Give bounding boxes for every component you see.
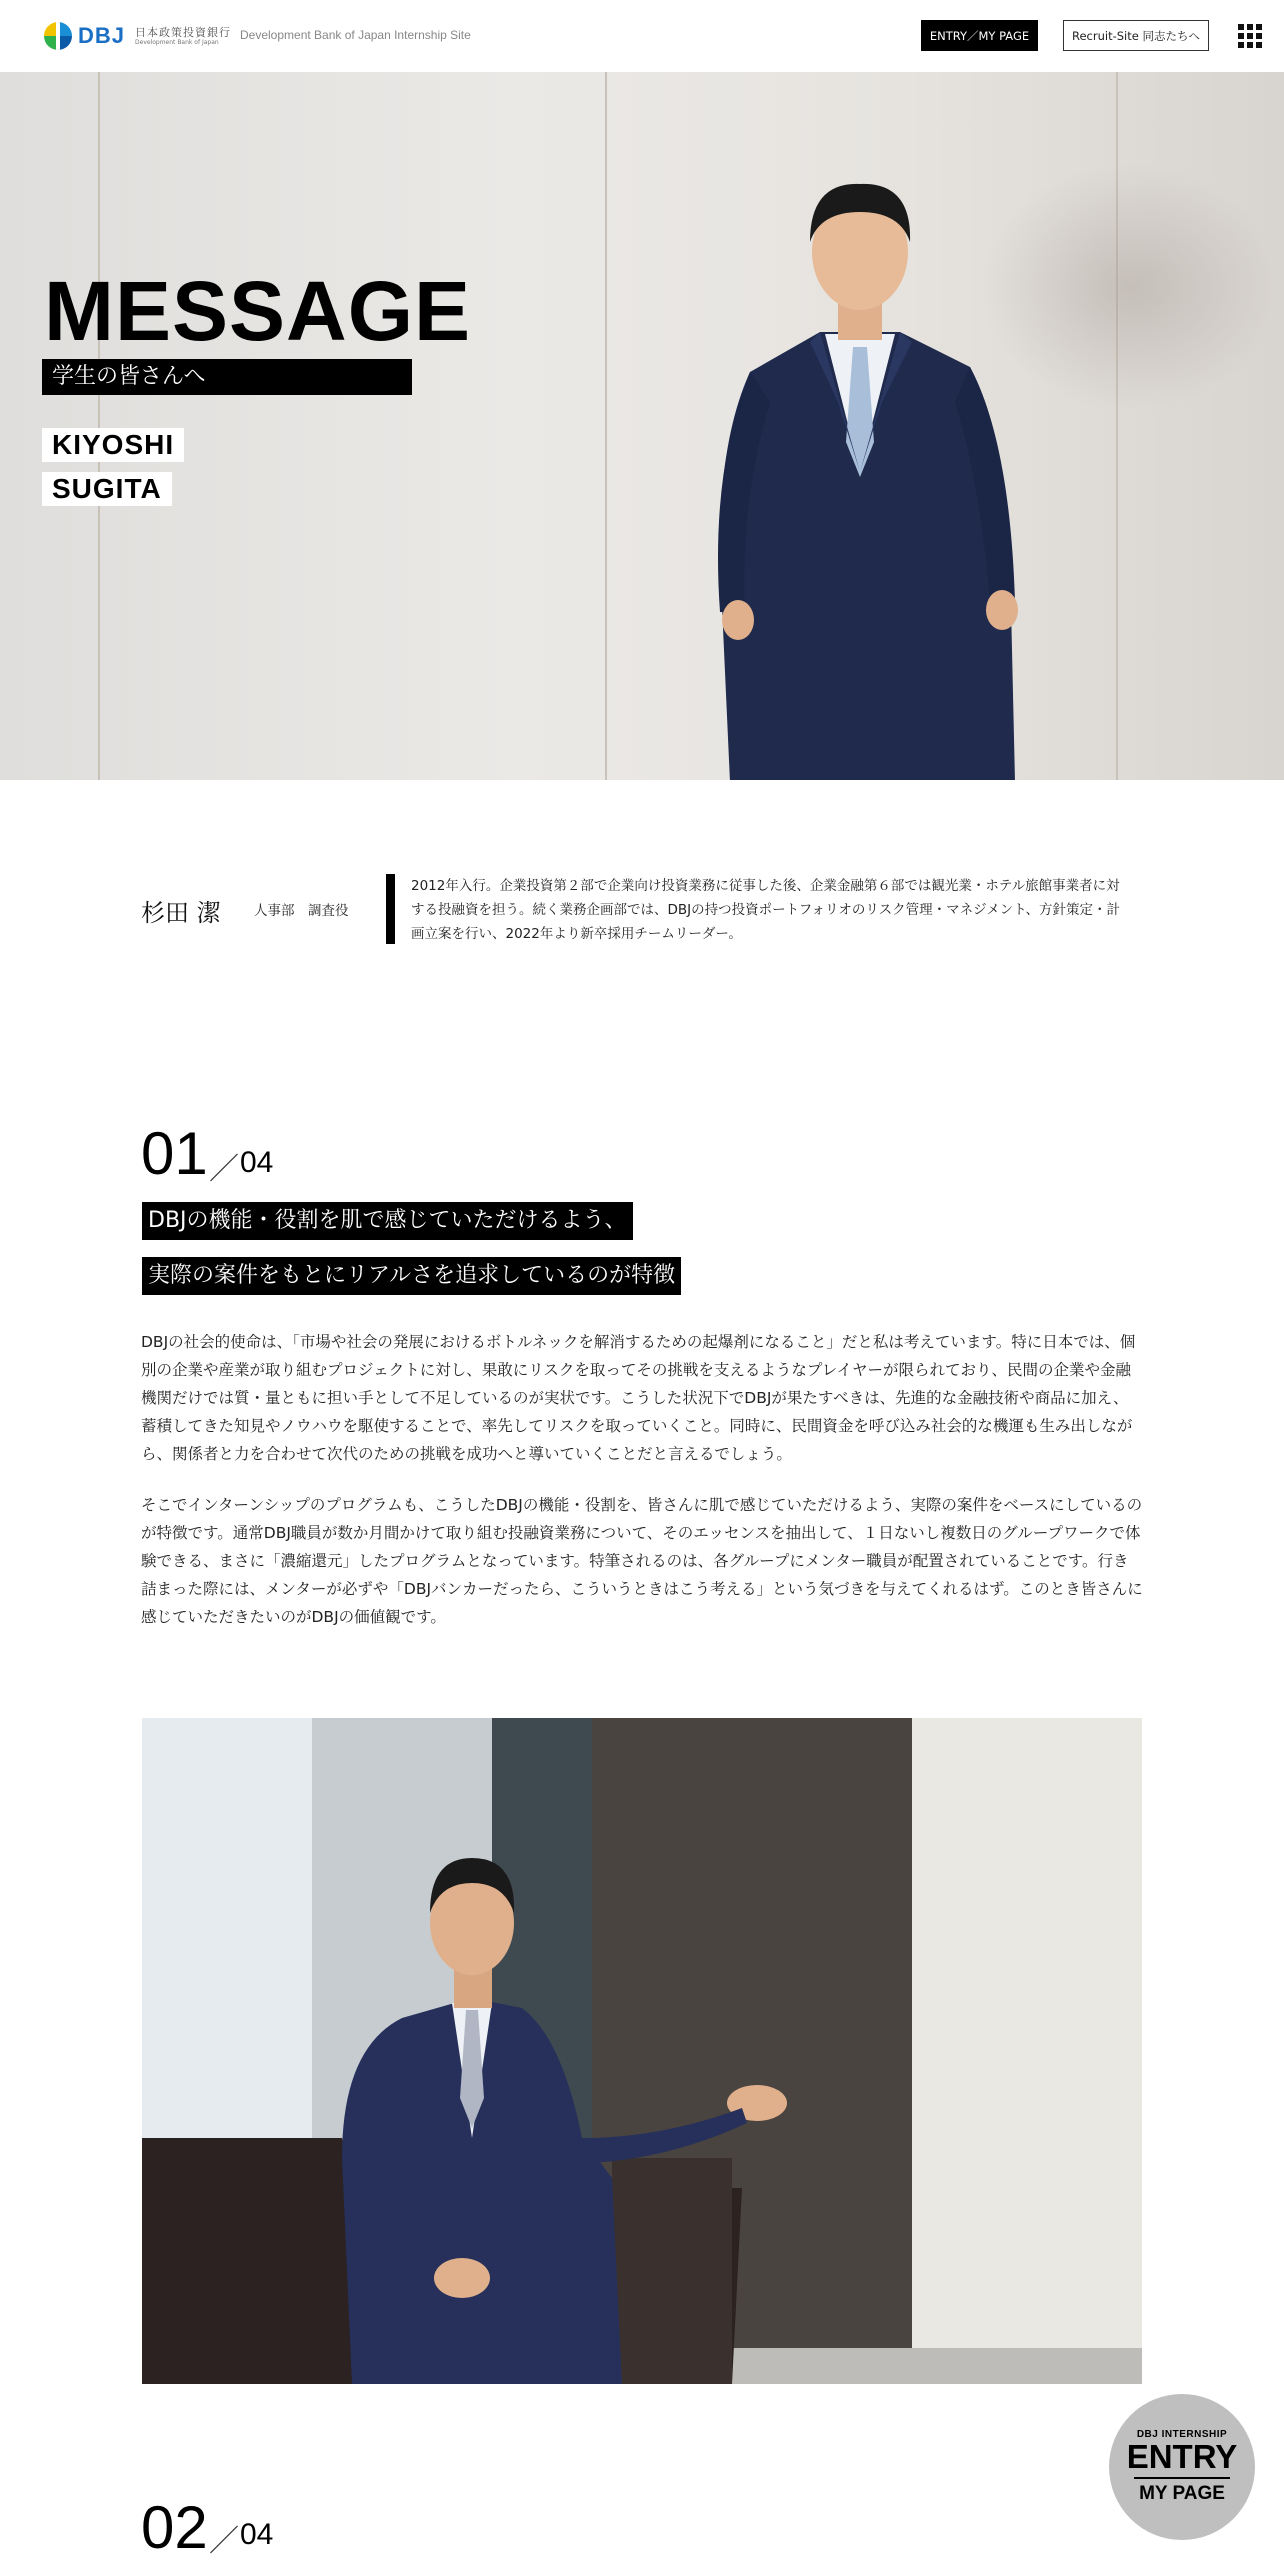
- interview-image: [142, 1718, 1142, 2384]
- floating-entry-mypage: MY PAGE: [1139, 2482, 1225, 2504]
- site-tagline: Development Bank of Japan Internship Site: [240, 28, 471, 42]
- hero-portrait-image: [660, 142, 1060, 780]
- entry-mypage-button[interactable]: ENTRY／MY PAGE: [921, 20, 1038, 51]
- wall-panel-line: [98, 72, 100, 780]
- hero-name-line1: KIYOSHI: [42, 428, 184, 462]
- floating-entry-big: ENTRY: [1126, 2438, 1238, 2476]
- profile-bio: 2012年入行。企業投資第２部で企業向け投資業務に従事した後、企業金融第６部では観光業・ホテル旅館事業者に対する投融資を担う。続く業務企画部では、DBJの持つ投資ポートフォリオのリスク管理・マネジメント、方針策定・計画立案を行い、2022年より新卒採用チームリーダー。: [411, 878, 1121, 942]
- logo-jp-name: 日本政策投資銀行: [135, 25, 232, 39]
- section-number: 01: [141, 1120, 208, 1187]
- recruit-site-button[interactable]: Recruit-Site 同志たちへ: [1063, 20, 1209, 51]
- hero-subtitle: 学生の皆さんへ: [42, 359, 412, 395]
- hero-section: [0, 72, 1284, 780]
- wall-panel-line: [605, 72, 607, 780]
- grid-menu-icon[interactable]: [1238, 24, 1262, 48]
- dbj-logo-mark-icon: [44, 22, 72, 50]
- dbj-logo[interactable]: [44, 20, 231, 52]
- logo-en-name: Development Bank of Japan: [135, 38, 219, 46]
- hero-title: MESSAGE: [44, 264, 472, 358]
- logo-jp-block: [135, 27, 231, 46]
- section-slash: ／: [209, 2524, 239, 2559]
- section-heading-line2: 実際の案件をもとにリアルさを追求しているのが特徴: [142, 1257, 681, 1295]
- floating-entry-button[interactable]: [1109, 2394, 1255, 2540]
- floating-entry-small: DBJ INTERNSHIP: [1136, 2429, 1228, 2441]
- section-slash: ／: [209, 1152, 239, 1187]
- section-paragraph: DBJの社会的使命は、「市場や社会の発展におけるボトルネックを解消するための起爆剤になること」だと私は考えています。特に日本では、個別の企業や産業が取り組むプロジェクトに対し、果敢にリスクを取ってその挑戦を支えるようなプレイヤーが限られており、民間の企業や金融機関だけでは質・量ともに担い手として不足しているのが実状です。こうした状況下でDBJが果たすべきは、先進的な金融技術や商品に加え、蓄積してきた知見やノウハウを駆使することで、率先してリスクを取っていくこと。同時に、民間資金を呼び込み社会的な機運も生み出しながら、関係者と力を合わせて次代のための挑戦を成功へと導いていくことだと言えるでしょう。: [141, 1333, 1136, 1463]
- section-paragraph: そこでインターンシップのプログラムも、こうしたDBJの機能・役割を、皆さんに肌で感じていただけるよう、実際の案件をベースにしているのが特徴です。通常DBJ職員が数か月間かけて取り組む投融資業務について、そのエッセンスを抽出して、１日ないし複数日のグループワークで体験できる、まさに「濃縮還元」したプログラムとなっています。特筆されるのは、各グループにメンター職員が配置されていることです。行き詰まった際には、メンターが必ずや「DBJバンカーだったら、こういうときはこう考える」という気づきを与えてくれるはず。このとき皆さんに感じていただきたいのがDBJの価値観です。: [141, 1496, 1143, 1626]
- profile-department: 人事部 調査役: [254, 903, 349, 919]
- section-number: 02: [141, 2494, 208, 2561]
- section-heading-line1: DBJの機能・役割を肌で感じていただけるよう、: [142, 1202, 633, 1240]
- site-header: [0, 0, 1284, 72]
- hero-name-line2: SUGITA: [42, 472, 172, 506]
- profile-name: 杉田 潔: [141, 899, 221, 927]
- floating-entry-divider: [1134, 2477, 1230, 2479]
- section-total: 04: [240, 2518, 274, 2551]
- section-total: 04: [240, 1146, 274, 1179]
- logo-text: DBJ: [78, 23, 126, 48]
- profile-divider-bar: [386, 874, 395, 944]
